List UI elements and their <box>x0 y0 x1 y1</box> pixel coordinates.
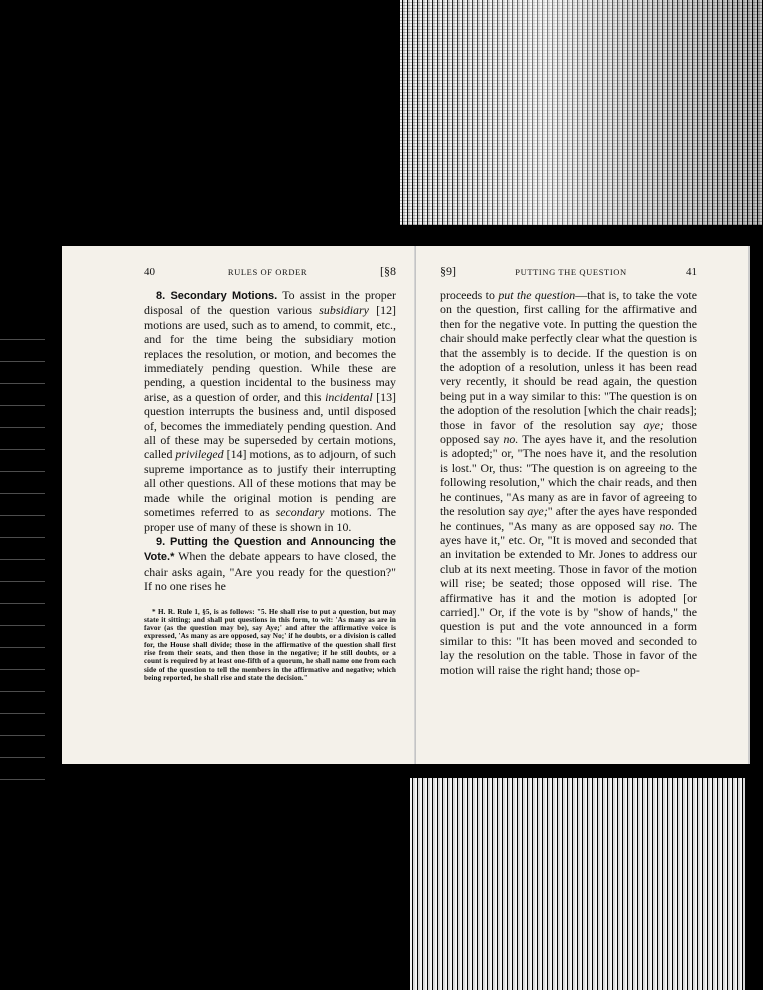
paragraph-continued <box>440 288 697 677</box>
left-page-body <box>144 288 396 594</box>
right-running-head: PUTTING THE QUESTION <box>515 267 627 277</box>
left-section-mark: [§8 <box>380 264 396 278</box>
text-run: [14] motions, as to adjourn, of such supreme importance as to justify their interrupting all other questions. All of these motions that may be made while the original motion is pending are sometimes referred to as <box>144 447 396 520</box>
scan-artifact-left <box>0 320 45 780</box>
paragraph-heading: 8. Secondary Motions. <box>156 290 278 302</box>
scan-artifact-top <box>400 0 763 225</box>
left-page-header <box>144 264 396 284</box>
right-section-mark: §9] <box>440 264 456 278</box>
right-page-number: 41 <box>685 266 697 278</box>
left-page <box>144 264 396 682</box>
right-page-header <box>440 264 697 284</box>
italic-term: subsidiary <box>319 303 369 318</box>
paragraph-secondary-motions <box>144 288 396 534</box>
italic-term: put the question <box>498 288 576 302</box>
text-run: [12] motions are used, such as to amend, to commit, etc., and for the time being the subsidiary motion replaces the resolution, or motion, and becomes the immediately pending question. While these are pending, a question incidental to the business may arise, as a question of order, and this <box>144 303 396 404</box>
italic-term: no. <box>659 518 675 533</box>
text-run: When the debate appears to have closed, the chair asks again, "Are you ready for the question?" If no one rises he <box>144 549 396 594</box>
right-page-body <box>440 288 697 677</box>
text-run: The ayes have it, and the resolution is adopted;" or, "The noes have it, and the resolution is lost." Or, thus: "The question is on agreeing to the following resolution," which the chair reads, and then he continues, "As many as are in favor of agreeing to the resolution say <box>440 432 697 519</box>
book-spread <box>62 246 750 764</box>
italic-term: aye; <box>643 417 664 432</box>
text-run: proceeds to <box>440 288 499 302</box>
scan-artifact-bottom <box>410 778 745 990</box>
italic-term: aye; <box>527 504 548 519</box>
text-run: The ayes have it," etc. Or, "It is moved and seconded that an invitation be extended to Mr. Jones to address our club at its next meeting. Those in favor of the motion will rise; be seated; those opposed will rise. The affirmative has it and the motion is adopted [or carried]." Or, if the vote is by "show of hands," the question is put and the vote announced in a form similar to this: "It has been moved and seconded to lay the resolution on the table. Those in favor of the motion will raise the right hand; those op- <box>440 518 697 677</box>
footnote <box>144 608 396 683</box>
text-run: [13] question interrupts the business and, until disposed of, becomes the immediately pending question. And all of these may be superseded by certain motions, called <box>144 389 396 462</box>
text-run: " after the ayes have responded he continues, "As many as are opposed say <box>440 504 697 533</box>
left-page-number: 40 <box>144 266 155 278</box>
footnote-text: * H. R. Rule 1, §5, is as follows: "5. He shall rise to put a question, but may state it sitting; and shall put questions in this form, to wit: 'As many as are in favor (as the question may be), say Aye;' and after the affirmative voice is expressed, 'As many as are opposed, say No;' if he doubts, or a division is called for, the House shall divide; those in the affirmative of the question shall first rise from their seats, and then those in the negative; if he still doubts, or a count is required by at least one-fifth of a quorum, he shall name one from each side of the question to tell the members in the affirmative and negative; which being reported, he shall rise and state the decision." <box>144 607 396 682</box>
paragraph-heading: 9. Putting the Question and Announcing the Vote.* <box>144 535 396 564</box>
right-page <box>440 264 697 677</box>
italic-term: privileged <box>175 447 224 462</box>
text-run: To assist in the proper disposal of the question various <box>144 288 396 318</box>
italic-term: incidental <box>325 389 373 404</box>
italic-term: no. <box>503 432 519 447</box>
text-run: —that is, to take the vote on the question, first calling for the affirmative and then for the negative vote. In putting the question the chair should make perfectly clear what the question is that the assembly is to decide. If the question is on the adoption of a resolution, unless it has been read very recently, it should be read again, the question being put in a way similar to this: "The question is on the adoption of the resolution [which the chair reads]; those in favor of the resolution say <box>440 288 697 432</box>
text-run: those opposed say <box>440 417 697 447</box>
left-running-head: RULES OF ORDER <box>227 267 308 277</box>
paragraph-putting-question <box>144 534 396 594</box>
text-run: motions. The proper use of many of these is shown in 10. <box>144 505 396 534</box>
italic-term: secondary <box>275 505 325 520</box>
